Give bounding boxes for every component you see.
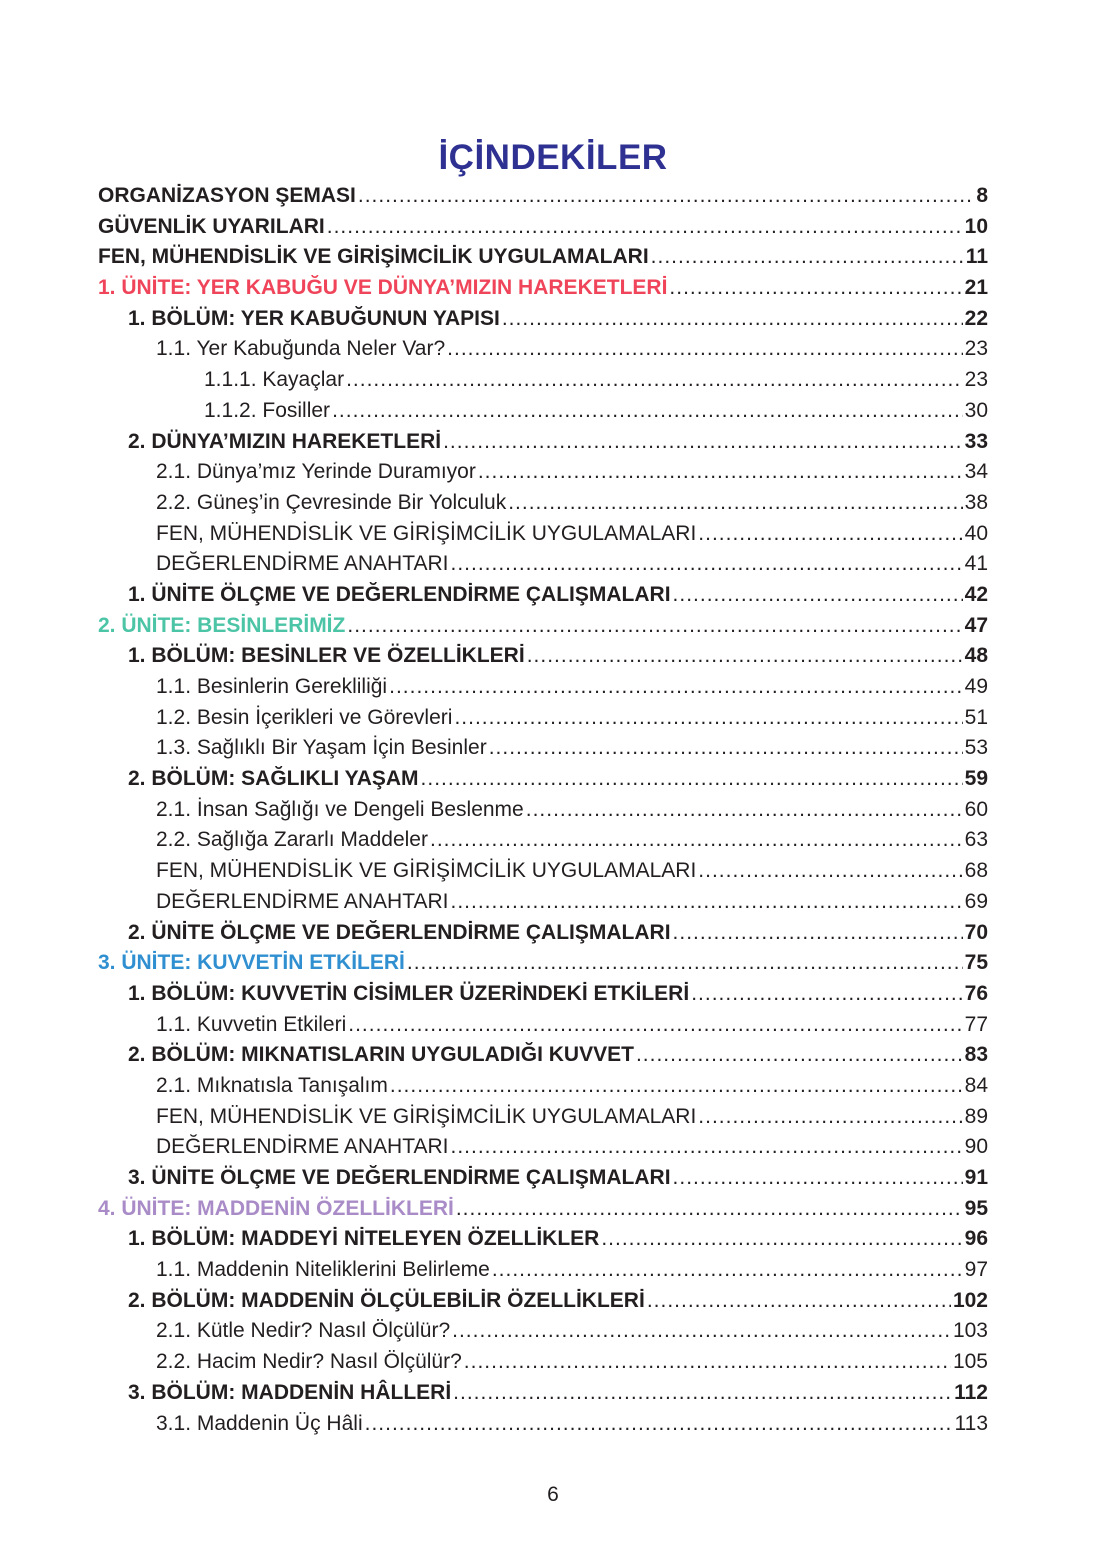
dot-leader bbox=[452, 1316, 951, 1347]
toc-subsection[interactable] bbox=[98, 795, 988, 826]
toc-entry-page: 113 bbox=[954, 1411, 988, 1435]
dot-leader bbox=[347, 611, 962, 642]
toc-entry-label: FEN, MÜHENDİSLİK VE GİRİŞİMCİLİK UYGULAMALARI bbox=[156, 1104, 697, 1128]
toc-entry-page: 112 bbox=[954, 1380, 988, 1404]
toc-subsubsection[interactable] bbox=[98, 365, 988, 396]
dot-leader bbox=[453, 1378, 952, 1409]
toc-entry-label: FEN, MÜHENDİSLİK VE GİRİŞİMCİLİK UYGULAMALARI bbox=[156, 859, 697, 883]
toc-entry-label: 4. ÜNİTE: MADDENİN ÖZELLİKLERİ bbox=[98, 1196, 454, 1220]
dot-leader bbox=[698, 519, 962, 550]
toc-subsection[interactable] bbox=[98, 1255, 988, 1286]
dot-leader bbox=[698, 1102, 962, 1133]
toc-entry-page: 10 bbox=[964, 214, 988, 238]
toc-section[interactable] bbox=[98, 304, 988, 335]
toc-subsection[interactable] bbox=[98, 519, 988, 550]
toc-subsection[interactable] bbox=[98, 1316, 988, 1347]
toc-section[interactable] bbox=[98, 1163, 988, 1194]
toc-entry-label: FEN, MÜHENDİSLİK VE GİRİŞİMCİLİK UYGULAMALARI bbox=[98, 245, 649, 269]
toc-section[interactable] bbox=[98, 918, 988, 949]
toc-subsection[interactable] bbox=[98, 856, 988, 887]
toc-entry-label: 1. BÖLÜM: YER KABUĞUNUN YAPISI bbox=[128, 306, 500, 330]
dot-leader bbox=[443, 427, 963, 458]
toc-entry-label: 1. ÜNİTE ÖLÇME VE DEĞERLENDİRME ÇALIŞMALARI bbox=[128, 582, 671, 606]
dot-leader bbox=[673, 580, 963, 611]
toc-entry-page: 51 bbox=[964, 705, 988, 729]
toc-entry-page: 84 bbox=[964, 1073, 988, 1097]
toc-subsection[interactable] bbox=[98, 1102, 988, 1133]
toc-entry-label: 3.1. Maddenin Üç Hâli bbox=[156, 1411, 363, 1435]
toc-entry-page: 42 bbox=[964, 582, 988, 606]
toc-entry-label: 1. BÖLÜM: KUVVETİN CİSİMLER ÜZERİNDEKİ ETKİLERİ bbox=[128, 981, 690, 1005]
dot-leader bbox=[669, 273, 962, 304]
toc-entry-page: 102 bbox=[952, 1288, 988, 1312]
dot-leader bbox=[691, 979, 962, 1010]
dot-leader bbox=[389, 672, 963, 703]
toc-entry-page: 60 bbox=[964, 797, 988, 821]
toc-entry-label: 2.1. Mıknatısla Tanışalım bbox=[156, 1073, 388, 1097]
toc-entry-page: 76 bbox=[964, 981, 988, 1005]
toc-entry-page: 75 bbox=[964, 951, 988, 975]
toc-section[interactable] bbox=[98, 1378, 988, 1409]
toc-entry-page: 40 bbox=[964, 521, 988, 545]
toc-entry-label: 3. BÖLÜM: MADDENİN HÂLLERİ bbox=[128, 1380, 452, 1404]
toc-entry-label: 2.1. Dünya’mız Yerinde Duramıyor bbox=[156, 460, 476, 484]
toc-unit-2[interactable] bbox=[98, 611, 988, 642]
toc-entry-page: 105 bbox=[952, 1350, 988, 1374]
toc-entry-label: 1.1.1. Kayaçlar bbox=[204, 368, 345, 392]
toc-section[interactable] bbox=[98, 641, 988, 672]
toc-entry-stem-applications[interactable] bbox=[98, 242, 988, 273]
dot-leader bbox=[390, 1071, 963, 1102]
toc-subsection[interactable] bbox=[98, 825, 988, 856]
toc-unit-4[interactable] bbox=[98, 1194, 988, 1225]
toc-subsection[interactable] bbox=[98, 887, 988, 918]
toc-entry-page: 41 bbox=[964, 552, 988, 576]
toc-section[interactable] bbox=[98, 580, 988, 611]
dot-leader bbox=[454, 703, 962, 734]
toc-entry-label: 2. ÜNİTE ÖLÇME VE DEĞERLENDİRME ÇALIŞMALARI bbox=[128, 920, 671, 944]
toc-section[interactable] bbox=[98, 427, 988, 458]
dot-leader bbox=[492, 1255, 963, 1286]
toc-entry-label: 2. BÖLÜM: SAĞLIKLI YAŞAM bbox=[128, 767, 419, 791]
dot-leader bbox=[489, 733, 963, 764]
toc-entry-label: 1.1. Kuvvetin Etkileri bbox=[156, 1012, 347, 1036]
page-number: 6 bbox=[547, 1483, 559, 1506]
dot-leader bbox=[346, 365, 963, 396]
toc-entry-label: 2. BÖLÜM: MADDENİN ÖLÇÜLEBİLİR ÖZELLİKLERİ bbox=[128, 1288, 645, 1312]
dot-leader bbox=[421, 764, 963, 795]
toc-subsection[interactable] bbox=[98, 488, 988, 519]
toc-entry-page: 70 bbox=[964, 920, 988, 944]
toc-entry-page: 53 bbox=[964, 736, 988, 760]
toc-entry-label: 3. ÜNİTE ÖLÇME VE DEĞERLENDİRME ÇALIŞMALARI bbox=[128, 1166, 671, 1189]
dot-leader bbox=[651, 242, 964, 273]
toc-entry-label: 1. BÖLÜM: MADDEYİ NİTELEYEN ÖZELLİKLER bbox=[128, 1227, 600, 1251]
toc-entry-label: 1.1. Yer Kabuğunda Neler Var? bbox=[156, 337, 446, 361]
toc-subsection[interactable] bbox=[98, 703, 988, 734]
toc-entry-label: 1.1. Besinlerin Gerekliliği bbox=[156, 675, 388, 698]
toc-entry-page: 96 bbox=[964, 1227, 988, 1251]
dot-leader bbox=[527, 641, 963, 672]
toc-subsection[interactable] bbox=[98, 672, 988, 703]
dot-leader bbox=[636, 1040, 963, 1071]
toc-entry-label: 2.1. İnsan Sağlığı ve Dengeli Beslenme bbox=[156, 797, 524, 821]
toc-entry-label: 1.2. Besin İçerikleri ve Görevleri bbox=[156, 705, 453, 729]
toc-entry-label: DEĞERLENDİRME ANAHTARI bbox=[156, 889, 449, 913]
toc-entry-label: DEĞERLENDİRME ANAHTARI bbox=[156, 552, 449, 576]
page-title: İÇİNDEKİLER bbox=[438, 138, 668, 177]
toc-entry-page: 30 bbox=[964, 398, 988, 422]
toc-entry-page: 69 bbox=[964, 889, 988, 913]
toc-entry-page: 77 bbox=[964, 1012, 988, 1036]
dot-leader bbox=[447, 334, 962, 365]
toc-entry-label: 2.1. Kütle Nedir? Nasıl Ölçülür? bbox=[156, 1319, 451, 1343]
toc-entry-page: 22 bbox=[964, 306, 988, 330]
toc-entry-page: 95 bbox=[964, 1196, 988, 1220]
toc-entry-label: 2. ÜNİTE: BESİNLERİMİZ bbox=[98, 613, 346, 637]
toc-section[interactable] bbox=[98, 1286, 988, 1317]
toc-entry-label: 1.1. Maddenin Niteliklerini Belirleme bbox=[156, 1258, 490, 1282]
toc-entry-page: 83 bbox=[964, 1043, 988, 1067]
toc-entry-label: 1. ÜNİTE: YER KABUĞU VE DÜNYA’MIZIN HAREKETLERİ bbox=[98, 276, 668, 300]
toc-section[interactable] bbox=[98, 1224, 988, 1255]
toc-subsection[interactable] bbox=[98, 1010, 988, 1041]
toc-section[interactable] bbox=[98, 764, 988, 795]
toc-unit-1[interactable] bbox=[98, 273, 988, 304]
dot-leader bbox=[478, 457, 963, 488]
toc-entry-page: 23 bbox=[964, 337, 988, 361]
toc-entry-page: 103 bbox=[952, 1319, 988, 1343]
toc-entry-page: 23 bbox=[964, 368, 988, 392]
dot-leader bbox=[456, 1194, 963, 1225]
toc-subsection[interactable] bbox=[98, 549, 988, 580]
dot-leader bbox=[327, 212, 963, 243]
toc-entry-label: 2. DÜNYA’MIZIN HAREKETLERİ bbox=[128, 429, 442, 453]
toc-subsection[interactable] bbox=[98, 1132, 988, 1163]
toc-section[interactable] bbox=[98, 979, 988, 1010]
toc-entry-page: 11 bbox=[965, 245, 988, 269]
dot-leader bbox=[673, 1163, 963, 1194]
toc-entry-label: FEN, MÜHENDİSLİK VE GİRİŞİMCİLİK UYGULAMALARI bbox=[156, 521, 697, 545]
dot-leader bbox=[647, 1286, 951, 1317]
toc-entry-label: 2.2. Sağlığa Zararlı Maddeler bbox=[156, 828, 428, 852]
dot-leader bbox=[526, 795, 963, 826]
dot-leader bbox=[430, 825, 963, 856]
dot-leader bbox=[698, 856, 962, 887]
dot-leader bbox=[502, 304, 963, 335]
toc-entry-page: 97 bbox=[964, 1258, 988, 1282]
toc-entry-page: 21 bbox=[964, 276, 988, 300]
dot-leader bbox=[348, 1010, 962, 1041]
dot-leader bbox=[451, 1132, 963, 1163]
dot-leader bbox=[601, 1224, 962, 1255]
dot-leader bbox=[358, 181, 974, 212]
toc-section[interactable] bbox=[98, 1040, 988, 1071]
toc-entry-page: 63 bbox=[964, 828, 988, 852]
toc-entry-page: 8 bbox=[976, 184, 988, 207]
toc-subsubsection[interactable] bbox=[98, 396, 988, 427]
toc-entry-page: 47 bbox=[964, 613, 988, 637]
toc-subsection[interactable] bbox=[98, 733, 988, 764]
toc-entry-page: 49 bbox=[964, 675, 988, 698]
toc-entry-page: 38 bbox=[964, 490, 988, 514]
dot-leader bbox=[451, 887, 963, 918]
dot-leader bbox=[673, 918, 963, 949]
toc-entry-page: 59 bbox=[964, 767, 988, 791]
dot-leader bbox=[365, 1409, 953, 1440]
toc-subsection[interactable] bbox=[98, 1347, 988, 1378]
toc-entry-label: 2. BÖLÜM: MIKNATISLARIN UYGULADIĞI KUVVET bbox=[128, 1043, 634, 1067]
toc-entry-label: ORGANİZASYON ŞEMASI bbox=[98, 184, 356, 207]
toc-subsection[interactable] bbox=[98, 334, 988, 365]
toc-unit-3[interactable] bbox=[98, 948, 988, 979]
toc-entry-label: 2.2. Hacim Nedir? Nasıl Ölçülür? bbox=[156, 1350, 462, 1374]
toc-entry-safety-warnings[interactable] bbox=[98, 212, 988, 243]
toc-entry-page: 34 bbox=[964, 460, 988, 484]
toc-entry-label: 1.3. Sağlıklı Bir Yaşam İçin Besinler bbox=[156, 736, 487, 760]
toc-entry-label: 2.2. Güneş’in Çevresinde Bir Yolculuk bbox=[156, 490, 507, 514]
toc-subsection[interactable] bbox=[98, 1409, 988, 1440]
toc-entry-organization-chart[interactable] bbox=[98, 181, 988, 212]
toc-entry-page: 91 bbox=[964, 1166, 988, 1189]
toc-subsection[interactable] bbox=[98, 1071, 988, 1102]
toc-subsection[interactable] bbox=[98, 457, 988, 488]
toc-entry-page: 48 bbox=[964, 644, 988, 668]
dot-leader bbox=[464, 1347, 951, 1378]
toc-entry-page: 89 bbox=[964, 1104, 988, 1128]
toc-entry-label: 1.1.2. Fosiller bbox=[204, 398, 331, 422]
table-of-contents bbox=[98, 181, 988, 1439]
toc-entry-label: DEĞERLENDİRME ANAHTARI bbox=[156, 1135, 449, 1159]
dot-leader bbox=[451, 549, 963, 580]
dot-leader bbox=[508, 488, 962, 519]
toc-entry-page: 68 bbox=[964, 859, 988, 883]
toc-entry-label: 3. ÜNİTE: KUVVETİN ETKİLERİ bbox=[98, 951, 405, 975]
dot-leader bbox=[407, 948, 963, 979]
toc-entry-page: 90 bbox=[964, 1135, 988, 1159]
dot-leader bbox=[332, 396, 963, 427]
toc-entry-label: GÜVENLİK UYARILARI bbox=[98, 214, 325, 238]
toc-entry-page: 33 bbox=[964, 429, 988, 453]
toc-entry-label: 1. BÖLÜM: BESİNLER VE ÖZELLİKLERİ bbox=[128, 644, 525, 668]
